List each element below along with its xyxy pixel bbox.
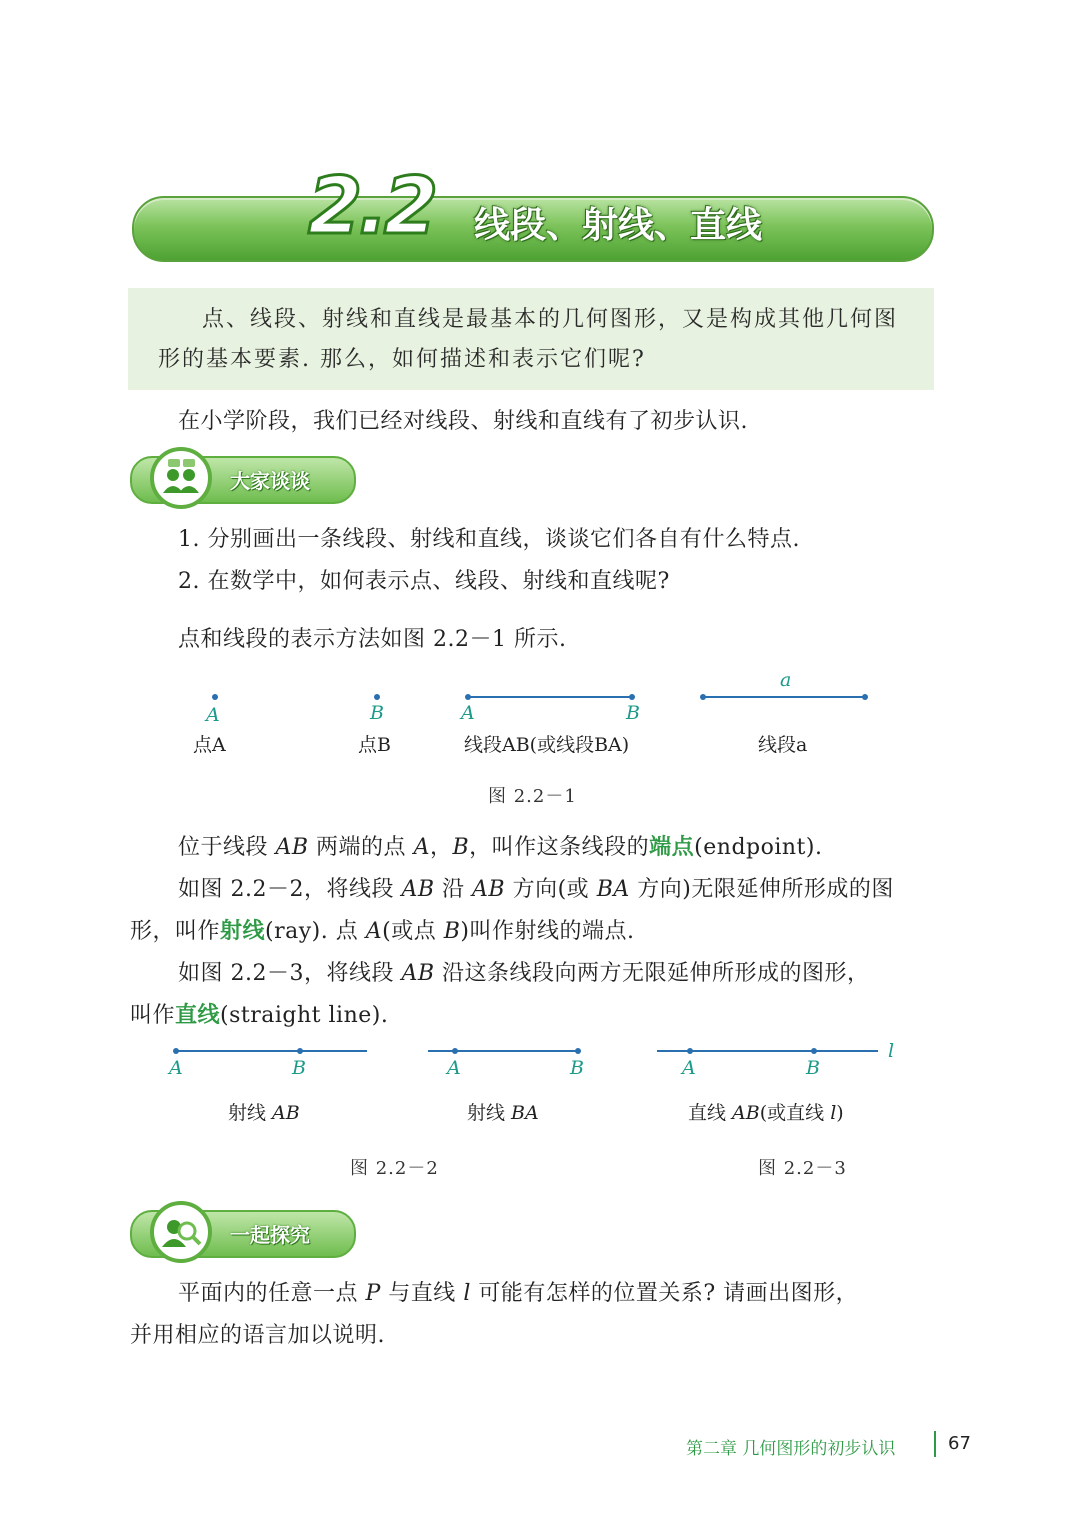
paragraph-5-line-1 <box>178 956 870 987</box>
p3-ab: AB <box>275 835 309 860</box>
p4-text-7: (或点 <box>382 919 444 944</box>
ray-ba-caption <box>467 1098 539 1125</box>
line-label-a: A <box>682 1057 696 1079</box>
figure-2-2-3-caption: 图 2.2－3 <box>758 1158 847 1179</box>
explore-line-1 <box>178 1276 858 1307</box>
ray-ab-point-b <box>297 1048 303 1054</box>
p3-a: A <box>413 835 430 860</box>
p4-text-5: 形，叫作 <box>130 919 221 944</box>
ray-ba-caption-name: BA <box>511 1102 539 1124</box>
line-caption-text-2: (或直线 <box>759 1102 831 1124</box>
p4-text-3: 方向(或 <box>505 877 597 902</box>
magnifier-person-icon <box>150 1201 212 1263</box>
ray-ab-caption <box>228 1098 300 1125</box>
p4-text-6: (ray). 点 <box>265 919 366 944</box>
footer-divider <box>934 1431 936 1457</box>
p5-text-3: 叫作 <box>130 1003 176 1028</box>
segment-ab-endpoint-b <box>629 694 635 700</box>
point-a <box>212 694 218 700</box>
p4-ba: BA <box>596 877 630 902</box>
people-discussion-icon <box>150 447 212 509</box>
line-caption-text-3: ) <box>836 1102 844 1124</box>
p5-text: 如图 2.2－3，将线段 <box>178 961 402 986</box>
ray-ab-label-a: A <box>169 1057 183 1079</box>
point-b-label: B <box>370 702 384 724</box>
explore-line-2: 并用相应的语言加以说明. <box>130 1323 385 1348</box>
paragraph-5-line-2 <box>130 998 388 1029</box>
ray-ab-caption-text: 射线 <box>228 1102 273 1124</box>
paragraph-4-line-2 <box>130 914 634 945</box>
point-b <box>374 694 380 700</box>
explore-text: 平面内的任意一点 <box>178 1281 366 1306</box>
explore-l: l <box>463 1281 471 1306</box>
discuss-question-1: 1. 分别画出一条线段、射线和直线，谈谈它们各自有什么特点. <box>178 527 800 552</box>
figure-2-2-2-caption: 图 2.2－2 <box>350 1158 439 1179</box>
paragraph-4-line-1 <box>178 872 894 903</box>
line-label-l: l <box>888 1040 895 1062</box>
p3-b: B <box>452 835 470 860</box>
p5-ab: AB <box>401 961 435 986</box>
segment-a-caption: 线段a <box>758 734 808 756</box>
p3-text-2: 两端的点 <box>308 835 414 860</box>
discuss-question-2: 2. 在数学中，如何表示点、线段、射线和直线呢? <box>178 569 670 594</box>
p3-text: 位于线段 <box>178 835 276 860</box>
line-caption-ab: AB <box>732 1102 760 1124</box>
point-b-caption: 点B <box>358 734 391 756</box>
explore-text-3: 可能有怎样的位置关系? 请画出图形， <box>470 1281 859 1306</box>
segment-ab-endpoint-a <box>465 694 471 700</box>
figure-2-2-2-3-drawing <box>0 1030 1080 1070</box>
page-number: 67 <box>948 1433 971 1454</box>
p5-text-4: (straight line). <box>220 1003 389 1028</box>
section-number: 2.2 <box>308 162 435 252</box>
line-caption-text: 直线 <box>688 1102 733 1124</box>
intro-line-1: 点、线段、射线和直线是最基本的几何图形，又是构成其他几何图 <box>202 307 899 332</box>
footer-chapter: 第二章 几何图形的初步认识 <box>686 1439 896 1459</box>
paragraph-3 <box>178 830 822 861</box>
p4-b: B <box>443 919 461 944</box>
ray-ab-caption-name: AB <box>272 1102 300 1124</box>
figure-2-2-1-caption: 图 2.2－1 <box>488 786 577 807</box>
explore-label: 一起探究 <box>230 1223 310 1247</box>
ray-ba-point-a <box>452 1048 458 1054</box>
ray-ab-label-b: B <box>292 1057 306 1079</box>
line-caption <box>688 1098 844 1125</box>
p4-text-2: 沿 <box>434 877 473 902</box>
p3-text-3: ，叫作这条线段的 <box>469 835 650 860</box>
paragraph-1: 在小学阶段，我们已经对线段、射线和直线有了初步认识. <box>178 409 748 434</box>
point-a-label: A <box>206 704 220 726</box>
segment-a-endpoint-2 <box>862 694 868 700</box>
segment-label-a: A <box>461 702 475 724</box>
ray-ba-label-a: A <box>447 1057 461 1079</box>
p3-text-4: (endpoint). <box>694 835 823 860</box>
p4-ab-2: AB <box>472 877 506 902</box>
segment-a-label: a <box>780 669 792 691</box>
line-label-b: B <box>806 1057 820 1079</box>
keyword-line: 直线 <box>175 1003 221 1028</box>
paragraph-2: 点和线段的表示方法如图 2.2－1 所示. <box>178 627 567 652</box>
ray-ba-label-b: B <box>570 1057 584 1079</box>
discuss-label: 大家谈谈 <box>230 469 310 493</box>
segment-ab-caption: 线段AB(或线段BA) <box>464 734 630 756</box>
p4-text-8: )叫作射线的端点. <box>460 919 635 944</box>
intro-box <box>128 288 934 390</box>
keyword-endpoint: 端点 <box>649 835 695 860</box>
explore-p: P <box>365 1281 381 1306</box>
p4-text-4: 方向)无限延伸所形成的图 <box>629 877 894 902</box>
segment-label-b: B <box>626 702 640 724</box>
point-a-caption: 点A <box>193 734 226 756</box>
p4-a: A <box>365 919 383 944</box>
section-title: 线段、射线、直线 <box>474 205 763 246</box>
p5-text-2: 沿这条线段向两方无限延伸所形成的图形， <box>434 961 870 986</box>
keyword-ray: 射线 <box>220 919 266 944</box>
p4-ab: AB <box>401 877 435 902</box>
p3-comma: ， <box>429 835 453 860</box>
line-caption-l: l <box>830 1102 837 1124</box>
line-point-a <box>687 1048 693 1054</box>
segment-a-endpoint-1 <box>700 694 706 700</box>
ray-ab-point-a <box>173 1048 179 1054</box>
intro-line-2: 形的基本要素. 那么，如何描述和表示它们呢? <box>158 347 646 372</box>
explore-text-2: 与直线 <box>380 1281 464 1306</box>
p4-text: 如图 2.2－2，将线段 <box>178 877 402 902</box>
ray-ba-caption-text: 射线 <box>467 1102 512 1124</box>
ray-ba-point-b <box>575 1048 581 1054</box>
line-point-b <box>811 1048 817 1054</box>
figure-2-2-1-drawing <box>0 660 1080 720</box>
